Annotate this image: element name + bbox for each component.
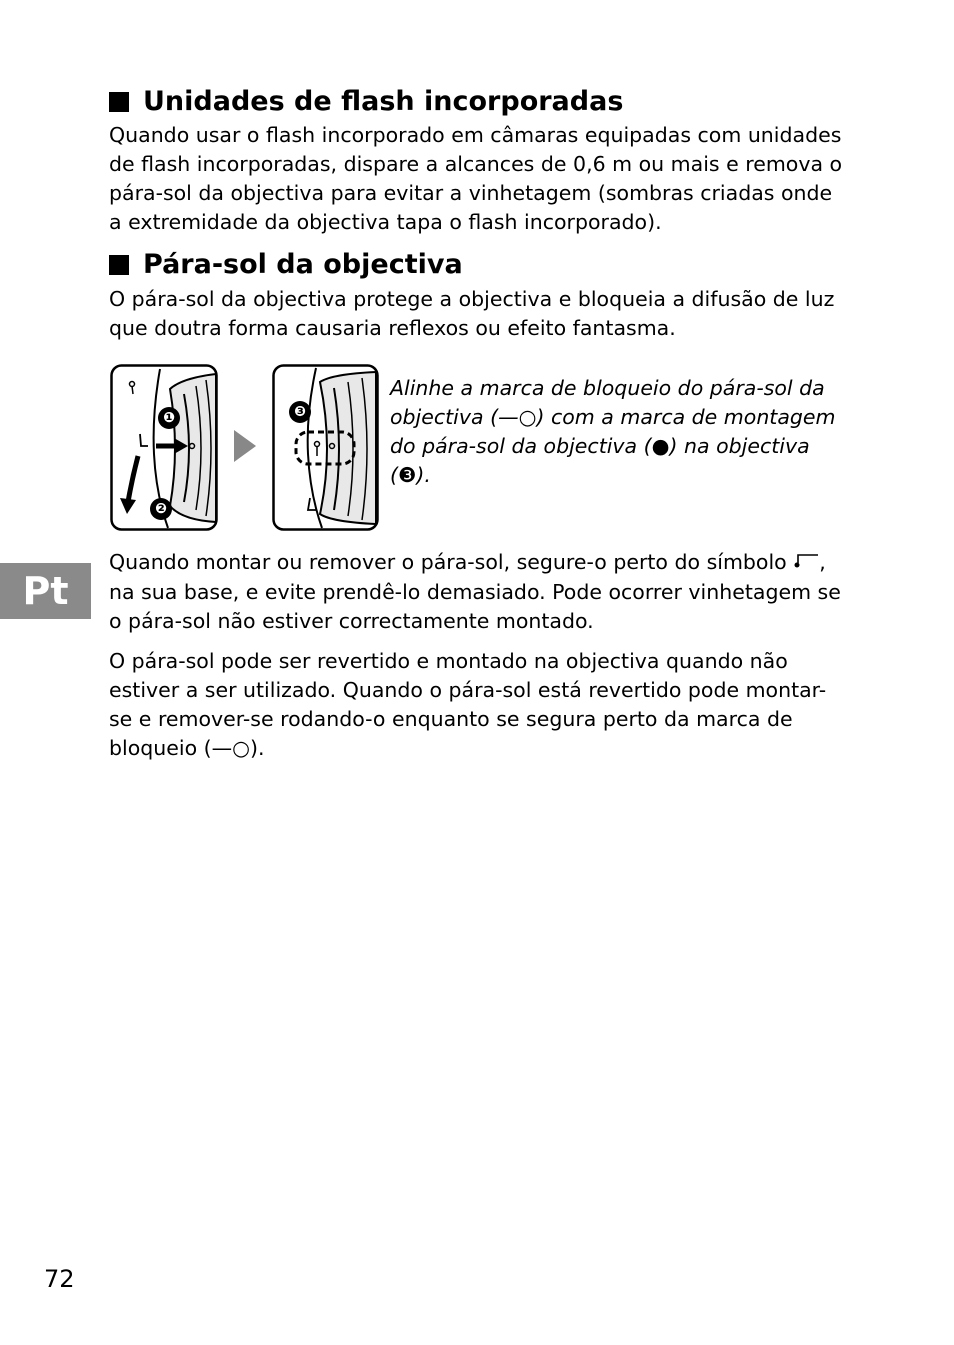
figure-caption: Alinhe a marca de bloqueio do pára-sol da objectiva (—○) com a marca de montagem do pára-sol da objectiva (●) na objectiva (❸). [390,376,836,487]
square-bullet-icon [109,255,129,275]
flash-paragraph: Quando usar o flash incorporado em câmaras equipadas com unidades de flash incorporadas, dispare a alcances de 0,6 m ou mais e remova o pára-sol da objectiva para evitar a vinhetagem (sombras criadas onde a extremidade da objectiva tapa o flash incorporado). [109,123,843,234]
reverse-paragraph: O pára-sol pode ser revertido e montado na objectiva quando não estiver a ser utilizado. Quando o pára-sol está revertido pode montar-se e remover-se rodando-o enquanto se segura perto da marca de bloqueio (—○). [109,649,827,760]
square-bullet-icon [109,92,129,112]
heading-text: Unidades de flash incorporadas [143,86,624,117]
page-number: 72 [44,1265,75,1293]
lens-hood-paragraph: O pára-sol da objectiva protege a objectiva e bloqueia a difusão de luz que doutra forma causaria reflexos ou efeito fantasma. [109,287,835,340]
heading-text: Pára-sol da objectiva [143,249,463,280]
hood-mount-symbol-icon [793,549,819,578]
mounting-paragraph [109,548,847,636]
language-tab: Pt [0,563,91,619]
mounting-text-part1: Quando montar ou remover o pára-sol, segure-o perto do símbolo [109,550,787,574]
lens-hood-illustration [110,364,380,532]
section-heading-flash [109,86,623,117]
mounting-text-part2: , na sua base, e evite prendê-lo demasiado. Pode ocorrer vinhetagem se o pára-sol não estiver correctamente montado. [109,550,841,633]
step-label: ❸ [294,404,306,420]
step-label: ❷ [155,501,167,517]
step-label: ❶ [163,410,175,426]
section-heading-lens-hood [109,249,463,280]
